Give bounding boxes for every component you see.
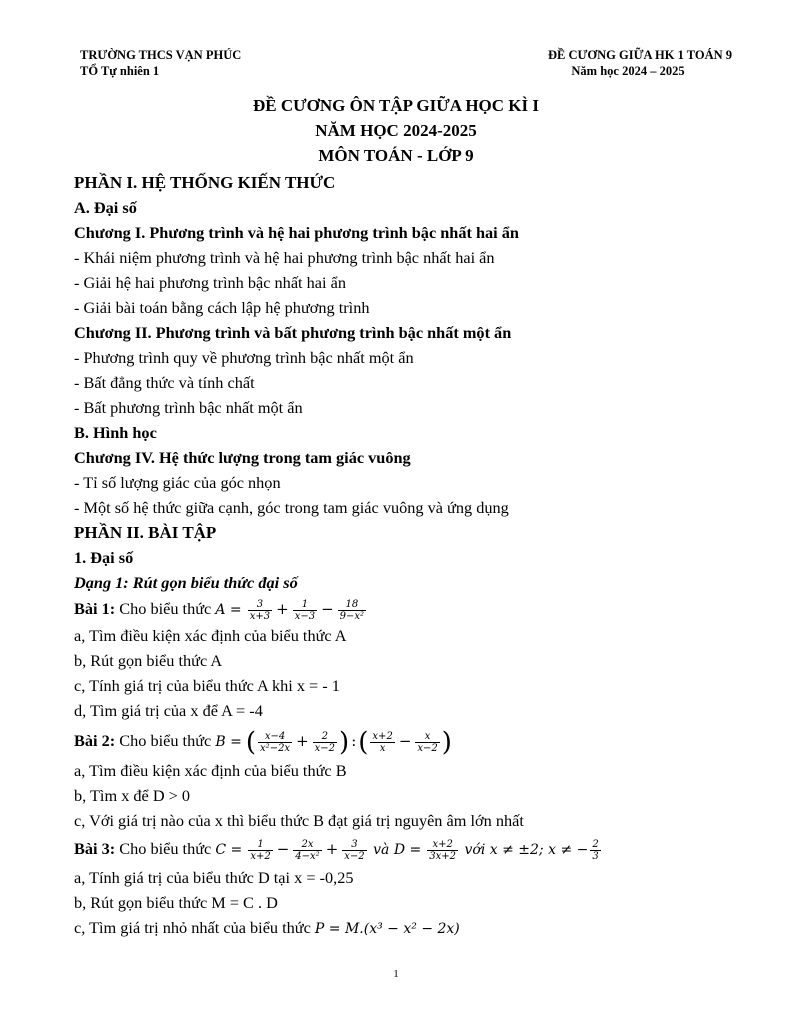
list-item: - Bất đẳng thức và tính chất [74,373,255,392]
list-item: - Một số hệ thức giữa cạnh, góc trong tam giác vuông và ứng dụng [74,498,509,517]
math-expression: P = M.(x³ − x² − 2x) [314,921,460,937]
algebra-heading: A. Đại số [74,198,137,217]
math-lhs: A = [215,602,242,618]
form-1-heading: Dạng 1: Rút gọn biểu thức đại số [74,573,298,592]
document-body [74,170,734,940]
chapter-2-title: Chương II. Phương trình và bất phương trình bậc nhất một ẩn [74,323,512,342]
exercise-part: a, Tìm điều kiện xác định của biểu thức A [74,626,347,645]
fraction: $\frac{x-4}{\text{x²−2x}}$ [260,730,291,754]
math-text: và [368,842,394,858]
list-item: - Tỉ số lượng giác của góc nhọn [74,473,281,492]
part2-heading: PHẦN II. BÀI TẬP [74,523,217,542]
fraction: $\frac{2}{3}$ [592,838,599,862]
fraction: $\frac{1}{x-3}$ [294,598,316,622]
exercise-3-statement: Bài 3: Cho biểu thức C = $\frac{1}{x+2}$ − $\frac{2x}{\text{4−x²}}$ + $\frac{3}{x-2}$ và D = $\frac{x+2}{3x+2}$ với x ≠ ±2; x ≠ − $\frac{2}{3}$ [74,838,599,862]
doc-name: ĐỀ CƯƠNG GIỮA HK 1 TOÁN 9 [547,48,732,62]
exercise-part: a, Tìm điều kiện xác định của biểu thức B [74,761,347,780]
math-condition: với x ≠ ±2; x ≠ − [460,842,589,858]
exercise-part: a, Tính giá trị của biểu thức D tại x = -0,25 [74,868,354,887]
exercise-lead: Cho biểu thức [115,731,216,750]
exercise-part: b, Tìm x để D > 0 [74,786,191,805]
list-item: - Giải bài toán bằng cách lập hệ phương trình [74,298,370,317]
exercise-lead: Cho biểu thức [115,839,216,858]
exercise-1-statement: Bài 1: Cho biểu thức A = $\frac{3}{x+3}$ + $\frac{1}{x-3}$ − $\frac{18}{\text{9−x²}}$ [74,598,365,622]
exercise-label: Bài 3: [74,839,116,858]
chapter-1-title: Chương I. Phương trình và hệ hai phương trình bậc nhất hai ẩn [74,223,519,242]
fraction: $\frac{2x}{\text{4−x²}}$ [295,838,320,862]
math-lhs: B = [215,734,242,750]
title-line-2: NĂM HỌC 2024-2025 [315,121,477,140]
list-item: - Giải hệ hai phương trình bậc nhất hai ẩn [74,273,346,292]
fraction: $\frac{2}{x-2}$ [314,730,336,754]
exercise-part: c, Tính giá trị của biểu thức A khi x = - 1 [74,676,340,695]
list-item: - Bất phương trình bậc nhất một ẩn [74,398,303,417]
header-left [80,47,241,79]
exercise-part: b, Rút gọn biểu thức M = C . D [74,893,278,912]
header-right [488,47,732,79]
math-lhs: C = [215,842,243,858]
fraction: $\frac{18}{\text{9−x²}}$ [339,598,365,622]
exercise-label: Bài 2: [74,731,116,750]
exercise-lead: Cho biểu thức [115,599,216,618]
school-name: TRƯỜNG THCS VẠN PHÚC [80,48,242,62]
title-line-3: MÔN TOÁN - LỚP 9 [318,146,474,165]
school-year: Năm học 2024 – 2025 [571,64,685,78]
chapter-4-title: Chương IV. Hệ thức lượng trong tam giác vuông [74,448,411,467]
title-line-1: ĐỀ CƯƠNG ÔN TẬP GIỮA HỌC KÌ I [252,96,540,115]
page-number: 1 [393,968,399,980]
fraction: $\frac{1}{x+2}$ [250,838,271,862]
geometry-heading: B. Hình học [74,423,157,442]
exercise-2-statement: Bài 2: Cho biểu thức B = ( $\frac{x-4}{\text{x²−2x}}$ + $\frac{2}{x-2}$ ) :( $\frac{x+2}{x}$ − $\frac{x}{x-2}$ ) [74,727,452,758]
fraction: $\frac{3}{x+3}$ [249,598,271,622]
exercise-part: c, Với giá trị nào của x thì biểu thức B đạt giá trị nguyên âm lớn nhất [74,811,524,830]
fraction: $\frac{3}{x-2}$ [344,838,365,862]
part1-heading: PHẦN I. HỆ THỐNG KIẾN THỨC [74,173,336,192]
fraction: $\frac{x+2}{3x+2}$ [429,838,457,862]
list-item: - Khái niệm phương trình và hệ hai phương trình bậc nhất hai ẩn [74,248,495,267]
exercise-label: Bài 1: [74,599,116,618]
exercise-part: b, Rút gọn biểu thức A [74,651,223,670]
exercise-part-with-math: c, Tìm giá trị nhỏ nhất của biểu thức P = M.(x³ − x² − 2x) [74,918,460,937]
exercise-part: d, Tìm giá trị của x để A = -4 [74,701,263,720]
fraction: $\frac{x+2}{x}$ [372,730,393,754]
group-name: TỔ Tự nhiên 1 [80,64,160,78]
list-item: - Phương trình quy về phương trình bậc nhất một ẩn [74,348,414,367]
section-1-heading: 1. Đại số [74,548,134,567]
fraction: $\frac{x}{x-2}$ [417,730,438,754]
math-lhs-2: D = [393,842,422,858]
